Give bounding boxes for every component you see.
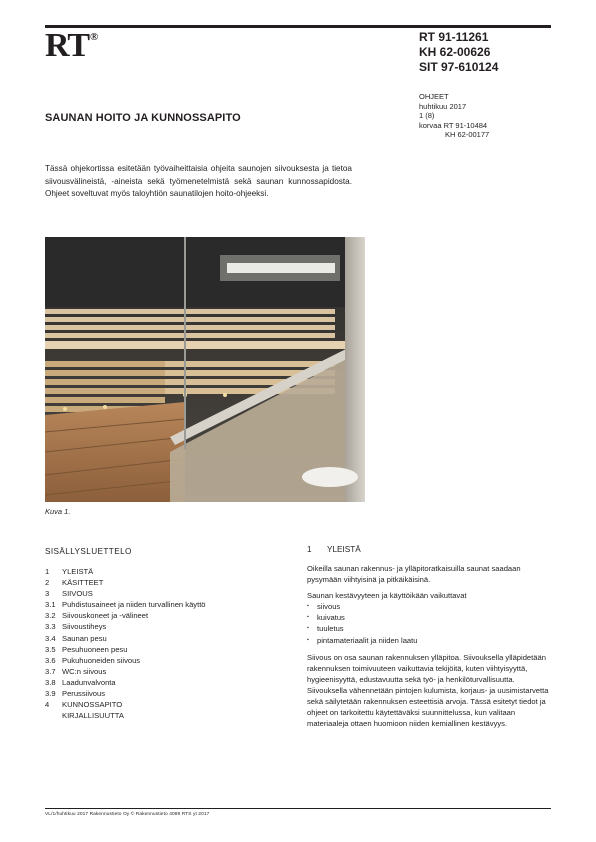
toc-item: 3.2 Siivouskoneet ja -välineet: [45, 611, 149, 621]
doc-type: OHJEET: [419, 92, 449, 101]
toc-item: 3.3 Siivoustiheys: [45, 622, 107, 632]
toc-item: 3.9 Perussiivous: [45, 689, 106, 699]
bottom-rule: [45, 808, 551, 809]
doc-page: 1 (8): [419, 111, 435, 121]
top-rule: [45, 25, 551, 28]
toc-item: 4 KUNNOSSAPITO: [45, 700, 123, 710]
code-kh: KH 62-00626: [419, 45, 491, 59]
sauna-photo: [45, 237, 365, 502]
rt-logo: RT®: [45, 27, 98, 64]
document-meta: [419, 92, 489, 140]
code-sit: SIT 97-610124: [419, 60, 499, 74]
list-item: ▪ kuivatus: [307, 612, 552, 623]
toc-item: 2 KÄSITTEET: [45, 578, 104, 588]
table-of-contents: [45, 566, 285, 721]
intro-paragraph: Tässä ohjekortissa esitetään työvaiheittaisia ohjeita saunojen siivouksesta ja tietoa siivousvälineistä, -aineista sekä työmenetelmistä sekä saunan kunnossapidosta. Ohjeet soveltuvat myös taloyhtiön saunatilojen hoito-ohjeeksi.: [45, 164, 352, 199]
list-item: ▪ siivous: [307, 601, 552, 612]
toc-item: 3.7 WC:n siivous: [45, 666, 107, 676]
section-paragraph: Oikeilla saunan rakennus- ja ylläpitoratkaisuilla saunat saadaan pysymään viihtyisinä ja pitkäikäisinä.: [307, 564, 521, 585]
toc-item: 1 YLEISTÄ: [45, 567, 94, 576]
list-item: ▪ tuuletus: [307, 623, 552, 634]
footer-text: VL/1/huhtikuu 2017 Rakennustieto Oy © Rakennustieto 4089 RTS yt 2017: [45, 812, 210, 817]
figure-caption: Kuva 1.: [45, 507, 71, 516]
toc-item: 3.8 Laadunvalvonta: [45, 677, 116, 687]
toc-item: 3.5 Pesuhuoneen pesu: [45, 644, 128, 654]
section-heading: 1 YLEISTÄ: [307, 545, 361, 554]
list-item: ▪ pintamateriaalit ja niiden laatu: [307, 635, 552, 646]
page-title: SAUNAN HOITO JA KUNNOSSAPITO: [45, 112, 241, 124]
doc-replaces-second: KH 62-00177: [445, 130, 490, 140]
toc-item: 3.4 Saunan pesu: [45, 633, 107, 643]
toc-item: 3 SIIVOUS: [45, 589, 93, 599]
section-body: [307, 563, 552, 734]
document-codes: [419, 30, 498, 75]
toc-item: 3.1 Puhdistusaineet ja niiden turvallinen käyttö: [45, 600, 206, 610]
toc-heading: SISÄLLYSLUETTELO: [45, 547, 132, 556]
toc-item: 3.6 Pukuhuoneiden siivous: [45, 655, 141, 665]
code-rt: RT 91-11261: [419, 30, 489, 44]
section-paragraph: Siivous on osa saunan rakennuksen ylläpitoa. Siivouksella ylläpidetään rakennuksen toimivuuteen vaikuttavia tekijöitä, kuten viihtyisyyttä, hygieenisyyttä, edustavuutta sekä työ- ja henkilöturvallisuutta. Siivouksella vähennetään pintojen kulumista, korjaus- ja uusimistarvetta sekä säilytetään rakennuksen esteettisiä arvoja. Tässä esitetyt tiedot ja ohjeet on tarkoitettu käytettäväksi suunnittelussa, kun valitaan materiaaleja ottaen huomioon niiden kemiallinen kestävyys.: [307, 652, 549, 729]
doc-replaces: korvaa RT 91-10484: [419, 120, 488, 130]
bullet-list: [307, 601, 552, 645]
doc-date: huhtikuu 2017: [419, 101, 467, 111]
toc-item: KIRJALLISUUTTA: [62, 711, 124, 721]
section-paragraph: Saunan kestävyyteen ja käyttöikään vaikuttavat: [307, 591, 467, 601]
